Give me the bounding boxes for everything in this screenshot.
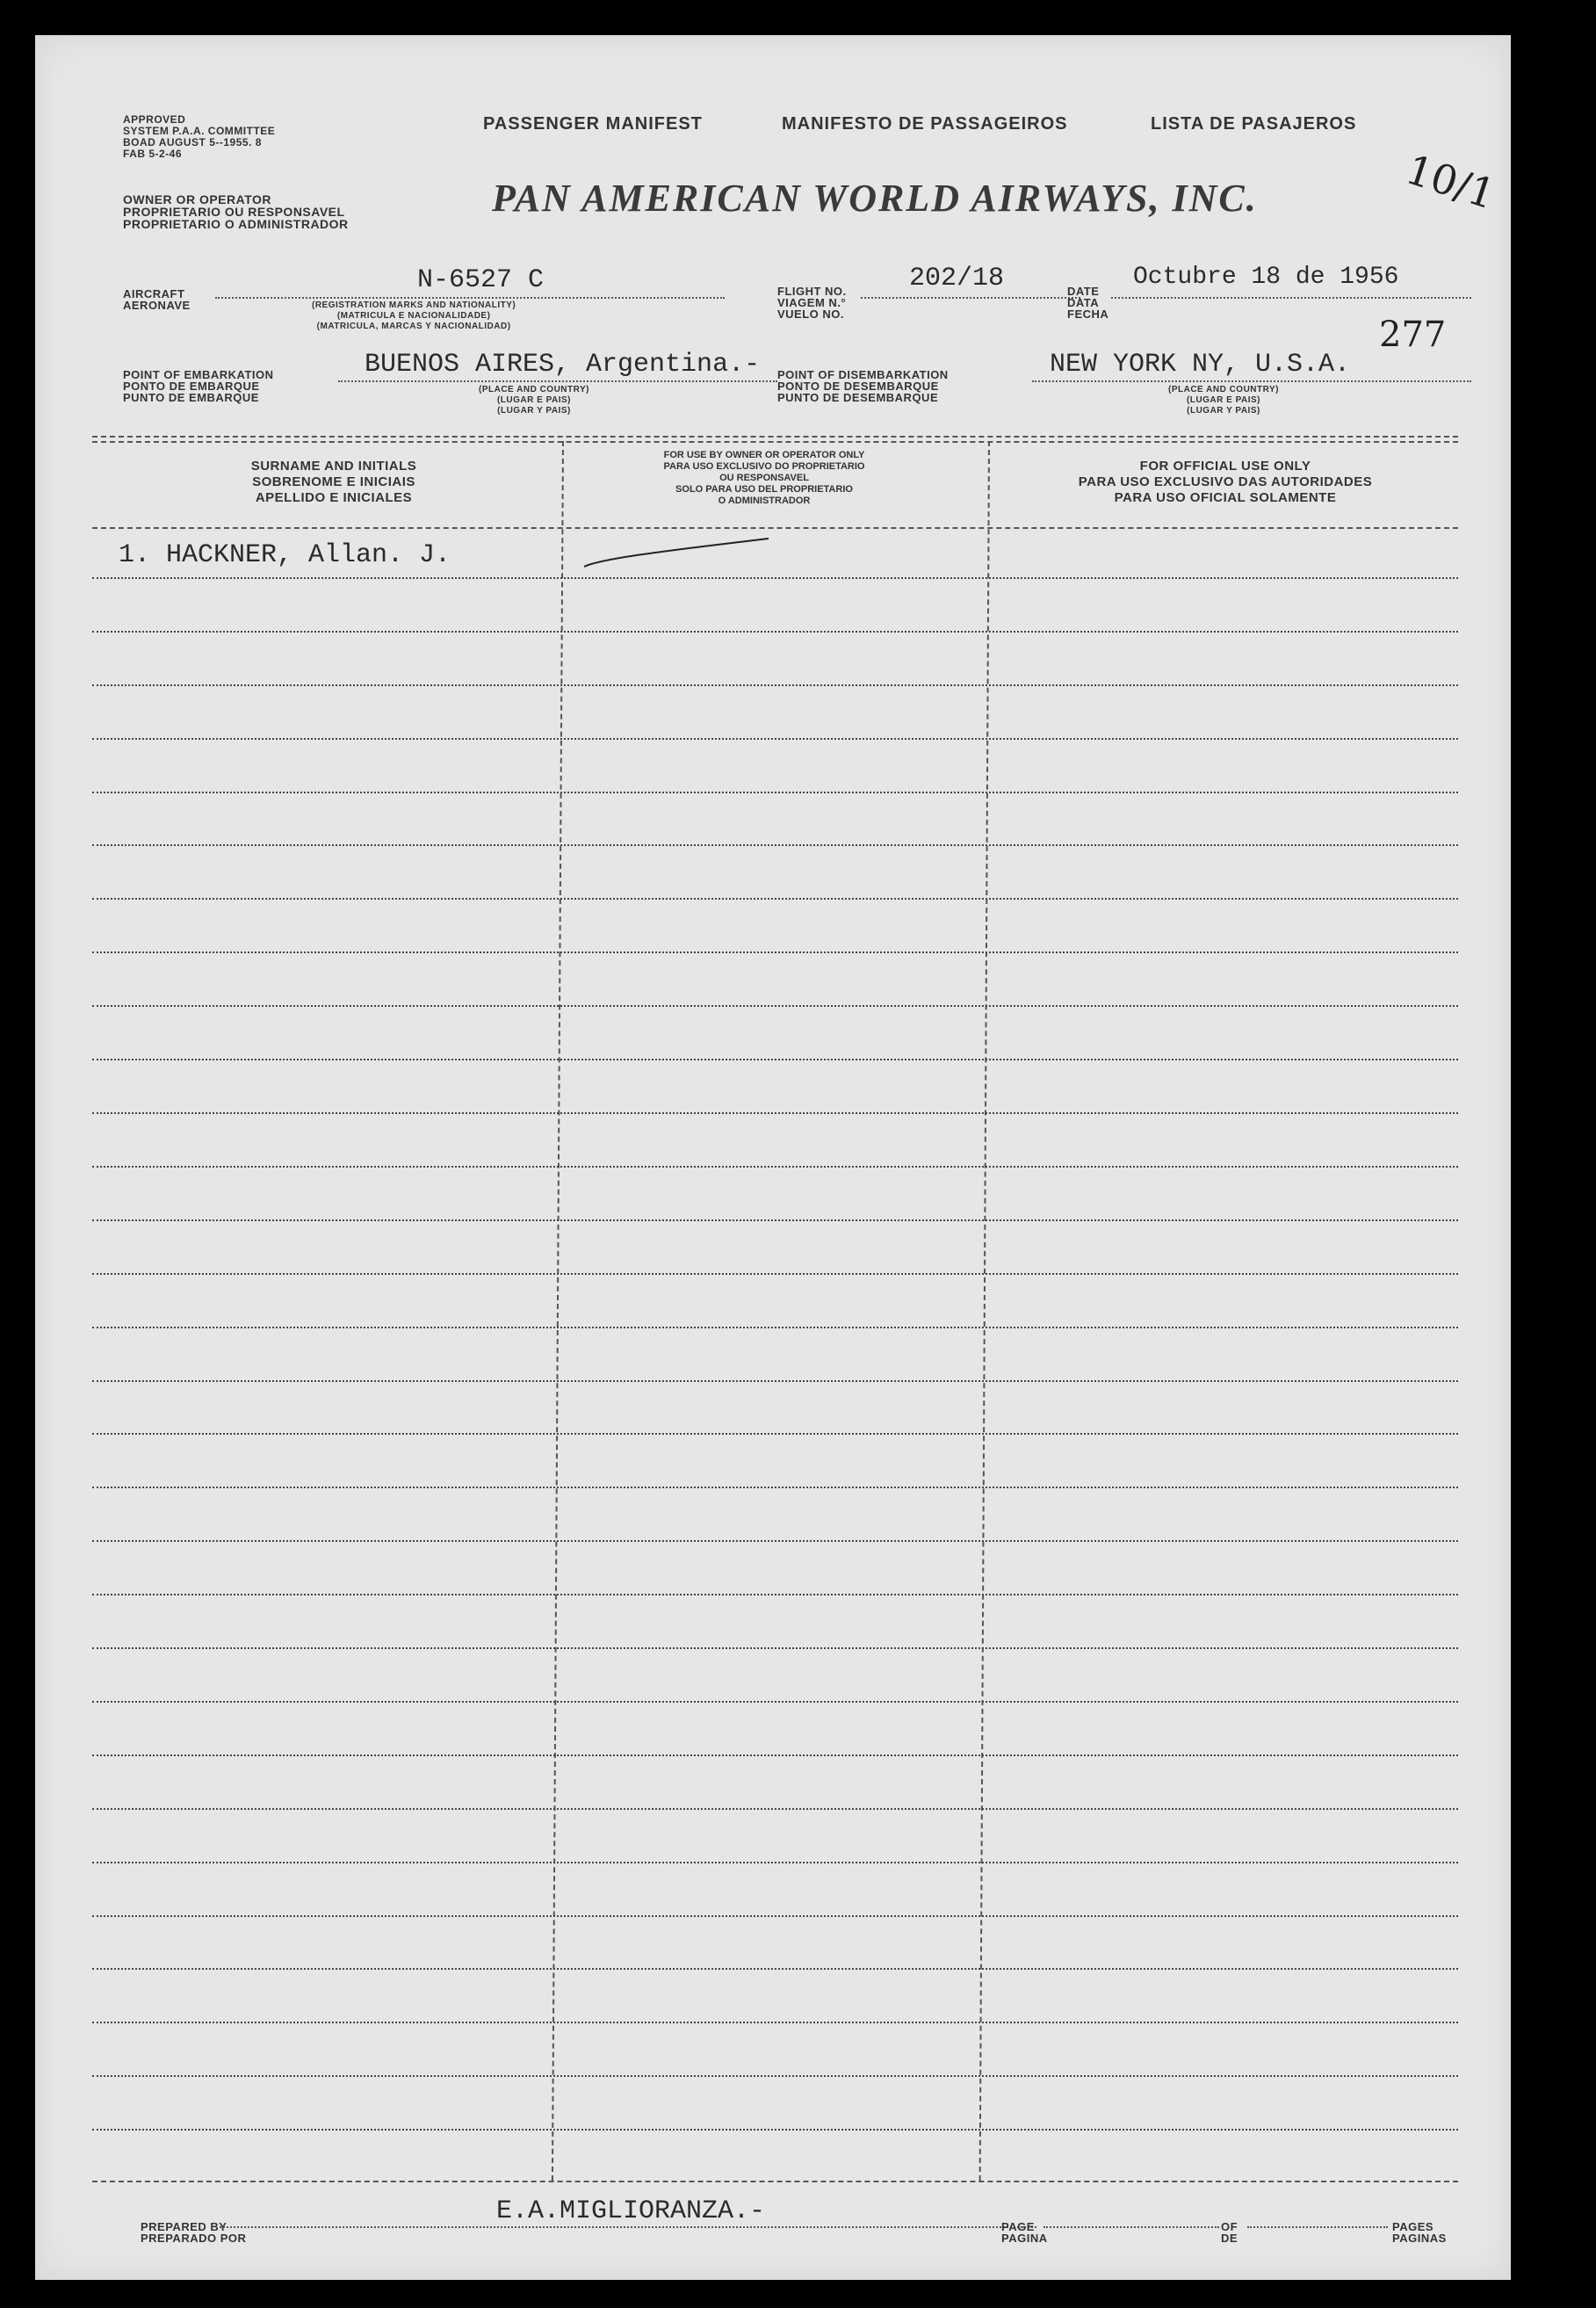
row-rule: [92, 1701, 1458, 1703]
row-rule: [92, 1487, 1458, 1488]
disembarkation-label-en: POINT OF DISEMBARKATION: [777, 368, 949, 381]
approval-line-4: FAB 5-2-46: [123, 148, 183, 160]
col2-head-3: OU RESPONSAVEL: [719, 473, 809, 483]
of-underline: [1247, 2226, 1388, 2228]
disembarkation-sub-2: (LUGAR E PAIS): [1186, 395, 1261, 405]
disembarkation-sub-1: (PLACE AND COUNTRY): [1168, 385, 1279, 394]
row-rule: [92, 1808, 1458, 1810]
col2-head-2: PARA USO EXCLUSIVO DO PROPRIETARIO: [663, 461, 865, 472]
title-es: LISTA DE PASAJEROS: [1151, 114, 1357, 134]
approval-block: [123, 114, 275, 160]
corner-mark: 10/1: [1400, 145, 1502, 219]
row-rule: [92, 1059, 1458, 1060]
company-name: PAN AMERICAN WORLD AIRWAYS, INC.: [492, 177, 1258, 220]
aircraft-value: N-6527 C: [417, 265, 545, 295]
row-rule: [92, 1968, 1458, 1970]
disembarkation-label-es: PUNTO DE DESEMBARQUE: [777, 391, 939, 404]
row-rule: [92, 2075, 1458, 2077]
flight-underline: [861, 297, 1080, 299]
flight-label-en: FLIGHT NO.: [777, 285, 847, 298]
aircraft-sub-2: (MATRICULA E NACIONALIDADE): [336, 311, 491, 321]
embarkation-label-es: PUNTO DE EMBARQUE: [123, 391, 259, 404]
page-label-en: PAGE: [1001, 2220, 1035, 2233]
prepared-by-label-pt: PREPARADO POR: [141, 2232, 247, 2245]
page-underline: [1044, 2226, 1219, 2228]
approval-line-1: APPROVED: [123, 113, 186, 126]
row-rule: [92, 844, 1458, 846]
disembarkation-label-pt: PONTO DE DESEMBARQUE: [777, 380, 939, 393]
row-rule: [92, 898, 1458, 900]
owner-label: [123, 193, 349, 230]
owner-label-es: PROPRIETARIO O ADMINISTRADOR: [123, 217, 349, 231]
flight-label-es: VUELO NO.: [777, 307, 845, 321]
approval-line-2: SYSTEM P.A.A. COMMITTEE: [123, 125, 276, 137]
owner-label-pt: PROPRIETARIO OU RESPONSAVEL: [123, 205, 345, 219]
prepared-by-value: E.A.MIGLIORANZA.-: [496, 2196, 766, 2226]
of-label: [1221, 2221, 1238, 2244]
col3-head-es: PARA USO OFICIAL SOLAMENTE: [1114, 490, 1337, 505]
row-rule: [92, 1273, 1458, 1275]
row-rule: [92, 1112, 1458, 1114]
flight-value: 202/18: [909, 264, 1005, 293]
embarkation-sub: [479, 385, 589, 416]
row-rule: [92, 2129, 1458, 2131]
table-top-rule-1: [92, 436, 1458, 438]
aircraft-underline: [215, 297, 725, 299]
embarkation-sub-1: (PLACE AND COUNTRY): [479, 385, 589, 394]
date-label-en: DATE: [1067, 285, 1100, 298]
row-rule: [92, 1540, 1458, 1542]
embarkation-label: [123, 369, 274, 403]
embarkation-label-pt: PONTO DE EMBARQUE: [123, 380, 260, 393]
row-rule: [92, 1433, 1458, 1435]
row-rule: [92, 1647, 1458, 1649]
row-rule: [92, 1005, 1458, 1007]
column-divider-2: [979, 441, 990, 2181]
table-bottom-rule: [92, 2181, 1458, 2182]
embarkation-sub-3: (LUGAR Y PAIS): [497, 406, 571, 416]
row-rule: [92, 1219, 1458, 1221]
col-header-surname: [141, 459, 527, 506]
col1-head-en: SURNAME AND INITIALS: [250, 459, 417, 474]
aircraft-label: [123, 288, 191, 311]
row-rule: [92, 738, 1458, 740]
row-rule: [92, 2022, 1458, 2023]
disembarkation-sub-3: (LUGAR Y PAIS): [1187, 406, 1260, 416]
embarkation-underline: [338, 380, 777, 382]
embarkation-label-en: POINT OF EMBARKATION: [123, 368, 274, 381]
title-pt: MANIFESTO DE PASSAGEIROS: [782, 114, 1068, 134]
aircraft-label-pt: AERONAVE: [123, 299, 191, 312]
aircraft-sub-1: (REGISTRATION MARKS AND NATIONALITY): [312, 300, 516, 310]
row-rule: [92, 1594, 1458, 1595]
pages-label-pt: PAGINAS: [1392, 2232, 1447, 2245]
row-rule: [92, 951, 1458, 953]
row-rule: [92, 631, 1458, 633]
row-rule: [92, 1755, 1458, 1756]
row-rule: [92, 1915, 1458, 1917]
row-rule: [92, 1166, 1458, 1168]
aircraft-label-en: AIRCRAFT: [123, 287, 185, 300]
date-label: [1067, 286, 1109, 320]
date-label-es: FECHA: [1067, 307, 1109, 321]
prepared-by-label-en: PREPARED BY: [141, 2220, 227, 2233]
disembarkation-label: [777, 369, 949, 403]
row-rule: [92, 684, 1458, 686]
date-value: Octubre 18 de 1956: [1133, 264, 1399, 291]
header-bottom-rule: [92, 527, 1458, 529]
row-rule: [92, 1862, 1458, 1863]
embarkation-value: BUENOS AIRES, Argentina.-: [365, 350, 761, 380]
column-divider-1: [552, 441, 564, 2181]
col-header-official: [1023, 459, 1427, 506]
col-header-owner: [606, 450, 922, 507]
col3-head-en: FOR OFFICIAL USE ONLY: [1139, 459, 1311, 474]
disembarkation-value: NEW YORK NY, U.S.A.: [1050, 350, 1351, 380]
col1-head-pt: SOBRENOME E INICIAIS: [252, 474, 415, 489]
approval-line-3: BOAD AUGUST 5--1955. 8: [123, 136, 262, 148]
page-label: [1001, 2221, 1048, 2244]
page-number-handwritten: 277: [1379, 315, 1447, 355]
prepared-by-underline: [220, 2226, 1036, 2228]
date-underline: [1111, 297, 1471, 299]
of-label-en: OF: [1221, 2220, 1239, 2233]
disembarkation-underline: [1032, 380, 1471, 382]
col3-head-pt: PARA USO EXCLUSIVO DAS AUTORIDADES: [1078, 474, 1373, 489]
flight-label: [777, 286, 847, 320]
disembarkation-sub: [1168, 385, 1279, 416]
col1-head-es: APELLIDO E INICIALES: [255, 490, 413, 505]
manifest-sheet: [35, 35, 1511, 2280]
col2-head-1: FOR USE BY OWNER OR OPERATOR ONLY: [663, 450, 865, 460]
col2-head-5: O ADMINISTRADOR: [718, 496, 811, 506]
check-stroke-icon: [575, 532, 777, 575]
flight-label-pt: VIAGEM N.°: [777, 296, 847, 309]
page-label-pt: PAGINA: [1001, 2232, 1048, 2245]
title-en: PASSENGER MANIFEST: [483, 114, 703, 134]
row-rule: [92, 1327, 1458, 1328]
row-rule: [92, 577, 1458, 579]
pages-label-en: PAGES: [1392, 2220, 1434, 2233]
aircraft-sub: [312, 300, 516, 332]
row-rule: [92, 792, 1458, 793]
table-top-rule-2: [92, 441, 1458, 443]
aircraft-sub-3: (MATRICULA, MARCAS Y NACIONALIDAD): [316, 322, 511, 331]
embarkation-sub-2: (LUGAR E PAIS): [496, 395, 572, 405]
prepared-by-label: [141, 2221, 246, 2244]
date-label-pt: DATA: [1067, 296, 1100, 309]
pages-label: [1392, 2221, 1447, 2244]
of-label-pt: DE: [1221, 2232, 1239, 2245]
row-rule: [92, 1380, 1458, 1382]
owner-label-en: OWNER OR OPERATOR: [123, 192, 271, 206]
col2-head-4: SOLO PARA USO DEL PROPRIETARIO: [675, 484, 853, 495]
passenger-entry-1: 1. HACKNER, Allan. J.: [119, 540, 451, 570]
